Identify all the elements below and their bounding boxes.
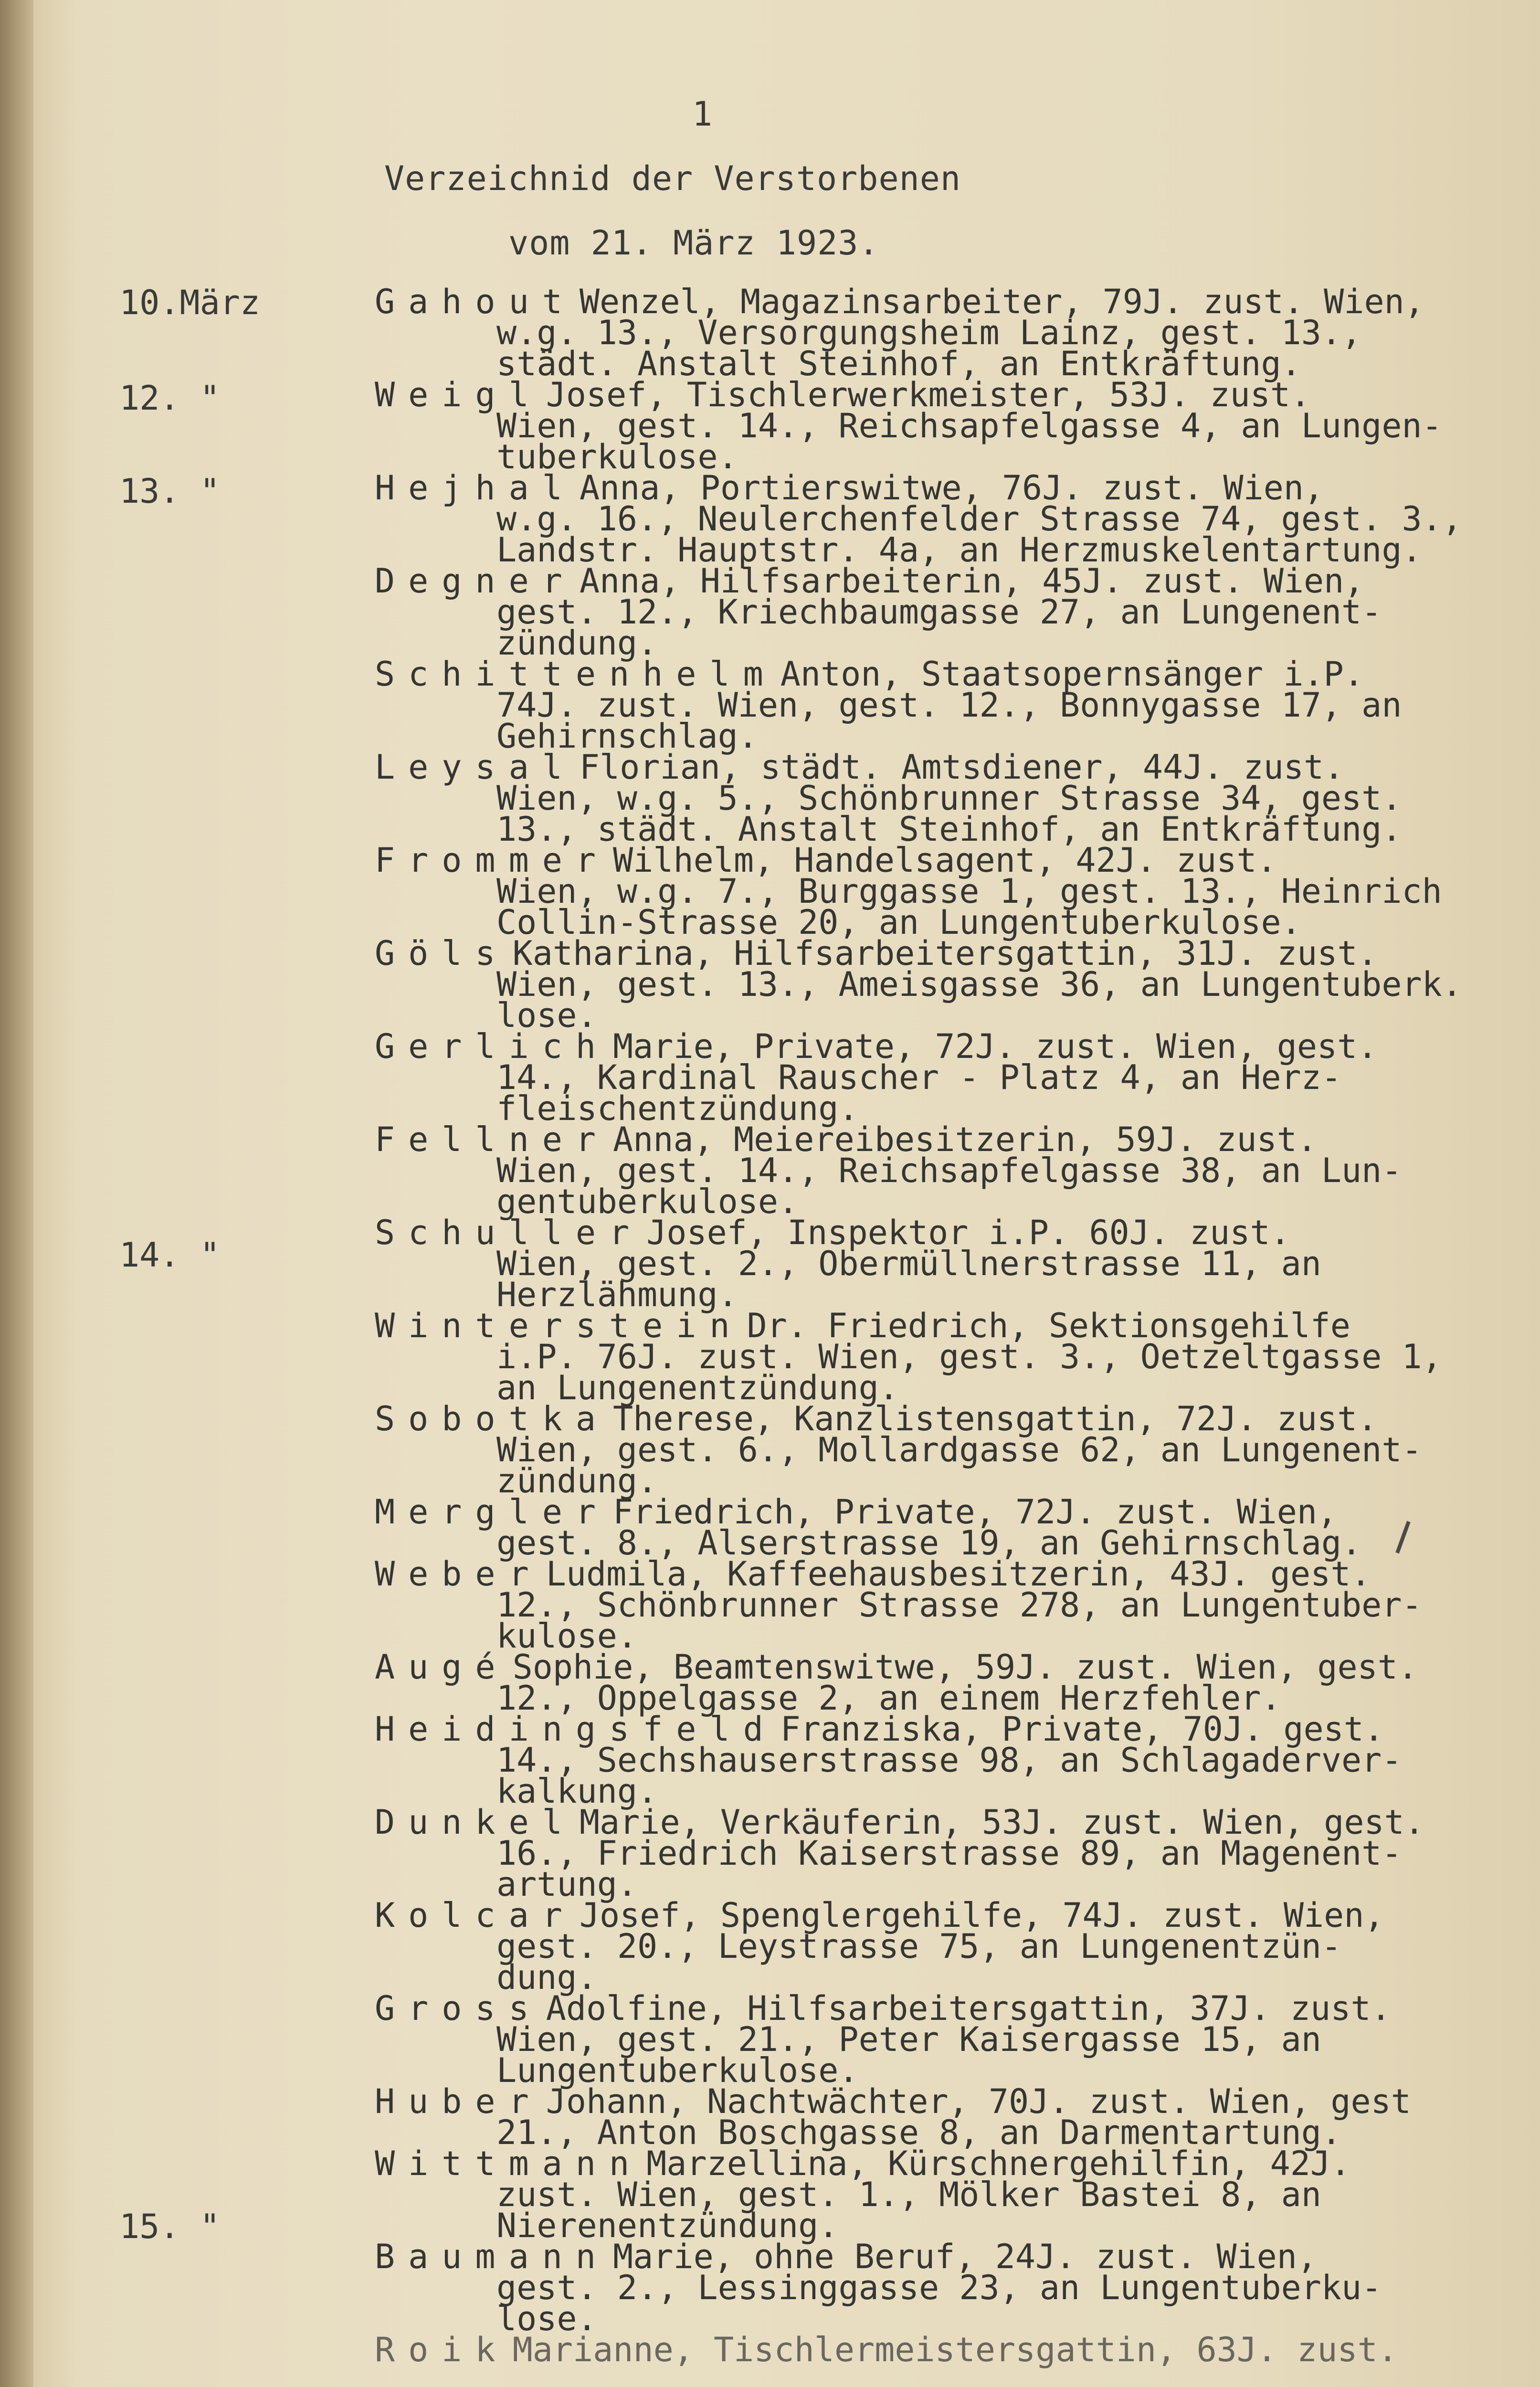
- entry-text: Franziska, Private, 70J. gest.: [780, 1710, 1384, 1749]
- register-entry: [375, 1896, 1463, 1997]
- entry-text: zündung.: [496, 623, 658, 663]
- entry-text: gest. 8., Alserstrasse 19, an Gehirnschlag.: [496, 1523, 1362, 1563]
- date-label: 12. ": [119, 379, 220, 418]
- register-entry: [375, 934, 1463, 1035]
- entry-text: Josef, Tischlerwerkmeister, 53J. zust.: [546, 375, 1311, 414]
- register-entry: [375, 655, 1463, 756]
- entry-text: gest. 20., Leystrasse 75, an Lungenentzün-: [496, 1927, 1342, 1966]
- entry-text: Anna, Meiereibesitzerin, 59J. zust.: [613, 1120, 1318, 1159]
- register-entry: [375, 561, 1463, 663]
- register-entry: [375, 2082, 1463, 2152]
- entry-text: Marie, Verkäuferin, 53J. zust. Wien, gest.: [579, 1803, 1424, 1842]
- entry-text: zust. Wien, gest. 1., Mölker Bastei 8, an: [496, 2175, 1321, 2214]
- entry-surname: Leysal: [375, 748, 576, 787]
- entry-text: Wien, w.g. 5., Schönbrunner Strasse 34, gest.: [496, 779, 1402, 818]
- entry-text: w.g. 16., Neulerchenfelder Strasse 74, gest. 3.,: [496, 499, 1462, 539]
- entry-text: Wien, gest. 14., Reichsapfelgasse 4, an Lungen-: [496, 406, 1442, 445]
- entry-surname: Dunkel: [375, 1803, 576, 1842]
- entry-text: Sophie, Beamtenswitwe, 59J. zust. Wien, gest.: [512, 1648, 1418, 1687]
- entry-surname: Baumann: [375, 2237, 610, 2276]
- entry-text: lose.: [496, 2299, 597, 2338]
- entry-surname: Hejhal: [375, 468, 576, 507]
- date-label: 13. ": [119, 472, 220, 511]
- entry-surname: Schuller: [375, 1213, 643, 1252]
- entry-text: Nierenentzündung.: [496, 2206, 839, 2245]
- register-entry: [375, 282, 1463, 383]
- entry-text: 16., Friedrich Kaiserstrasse 89, an Magenent-: [496, 1834, 1402, 1873]
- entry-text: Johann, Nachtwächter, 70J. zust. Wien, gest: [546, 2082, 1411, 2121]
- register-entry: [375, 1306, 1463, 1407]
- date-label: 15. ": [119, 2207, 220, 2246]
- entry-text: gest. 12., Kriechbaumgasse 27, an Lungenent-: [496, 592, 1382, 632]
- register-entry: [375, 1710, 1463, 1811]
- entry-text: w.g. 13., Versorgungsheim Lainz, gest. 13.,: [496, 313, 1362, 352]
- page-fold-shadow: [0, 0, 33, 2387]
- entry-text: Wien, gest. 2., Obermüllnerstrasse 11, an: [496, 1244, 1321, 1283]
- entry-text: gest. 2., Lessinggasse 23, an Lungentuberku-: [496, 2268, 1382, 2307]
- entry-surname: Sobotka: [375, 1399, 610, 1438]
- entry-surname: Winterstein: [375, 1306, 743, 1345]
- entry-surname: Gahout: [375, 282, 576, 321]
- entry-text: i.P. 76J. zust. Wien, gest. 3., Oetzeltgasse 1,: [496, 1337, 1442, 1376]
- entry-text: 14., Sechshauserstrasse 98, an Schlagaderver-: [496, 1741, 1402, 1780]
- entry-text: 14., Kardinal Rauscher - Platz 4, an Herz-: [496, 1058, 1342, 1097]
- entry-surname: Augé: [375, 1648, 509, 1687]
- entry-text: lose.: [496, 996, 597, 1035]
- entry-surname: Schittenhelm: [375, 655, 777, 694]
- entry-text: Josef, Spenglergehilfe, 74J. zust. Wien,: [579, 1896, 1384, 1935]
- register-entry: [375, 1803, 1463, 1904]
- page-number: 1: [692, 95, 713, 134]
- entry-surname: Weber: [375, 1554, 542, 1594]
- entry-surname: Degner: [375, 561, 576, 601]
- register-entry: [375, 375, 1463, 476]
- entry-text: Wien, gest. 6., Mollardgasse 62, an Lungenent-: [496, 1430, 1422, 1469]
- entry-line: [375, 2330, 1463, 2369]
- register-entry: [375, 841, 1463, 942]
- date-label: 10.März: [119, 283, 261, 322]
- entry-text: Marianne, Tischlermeistersgattin, 63J. zust.: [512, 2330, 1398, 2369]
- entry-text: Anna, Hilfsarbeiterin, 45J. zust. Wien,: [579, 561, 1364, 601]
- entry-text: Florian, städt. Amtsdiener, 44J. zust.: [579, 748, 1344, 787]
- entry-text: Josef, Inspektor i.P. 60J. zust.: [646, 1213, 1290, 1252]
- entry-text: Herzlähmung.: [496, 1275, 738, 1314]
- entry-surname: Kolcar: [375, 1896, 576, 1935]
- entry-surname: Weigl: [375, 375, 542, 414]
- entry-text: Friedrich, Private, 72J. zust. Wien,: [613, 1492, 1338, 1531]
- entry-text: an Lungenentzündung.: [496, 1368, 899, 1407]
- entry-text: kulose.: [496, 1616, 638, 1656]
- death-register-list: [375, 282, 1463, 2369]
- entry-text: artung.: [496, 1865, 638, 1904]
- entry-text: Collin-Strasse 20, an Lungentuberkulose.: [496, 903, 1301, 942]
- register-entry: [375, 2330, 1463, 2369]
- entry-text: Marie, Private, 72J. zust. Wien, gest.: [613, 1027, 1378, 1066]
- page-subtitle: vom 21. März 1923.: [508, 223, 879, 263]
- entry-text: 12., Oppelgasse 2, an einem Herzfehler.: [496, 1679, 1281, 1718]
- register-entry: [375, 468, 1463, 570]
- register-entry: [375, 1492, 1463, 1563]
- entry-text: Gehirnschlag.: [496, 717, 758, 756]
- register-entry: [375, 1648, 1463, 1718]
- entry-text: Ludmila, Kaffeehausbesitzerin, 43J. gest.: [546, 1554, 1371, 1594]
- register-entry: [375, 2144, 1463, 2245]
- register-entry: [375, 1120, 1463, 1221]
- entry-text: gentuberkulose.: [496, 1182, 799, 1221]
- entry-text: Wien, w.g. 7., Burggasse 1, gest. 13., Heinrich: [496, 872, 1442, 911]
- register-entry: [375, 2237, 1463, 2338]
- entry-surname: Frommer: [375, 841, 610, 880]
- page-title: Verzeichnid der Verstorbenen: [384, 159, 961, 198]
- entry-text: Landstr. Hauptstr. 4a, an Herzmuskelentartung.: [496, 530, 1422, 570]
- entry-text: dung.: [496, 1958, 597, 1997]
- entry-text: Anna, Portierswitwe, 76J. zust. Wien,: [579, 468, 1324, 507]
- entry-text: kalkung.: [496, 1772, 658, 1811]
- entry-text: Anton, Staatsopernsänger i.P.: [780, 655, 1364, 694]
- entry-text: 21., Anton Boschgasse 8, an Darmentartung.: [496, 2113, 1342, 2152]
- entry-surname: Göls: [375, 934, 509, 973]
- entry-text: 13., städt. Anstalt Steinhof, an Entkräftung.: [496, 810, 1402, 849]
- entry-surname: Heidingsfeld: [375, 1710, 777, 1749]
- register-entry: [375, 1989, 1463, 2090]
- entry-text: Adolfine, Hilfsarbeitersgattin, 37J. zust.: [546, 1989, 1391, 2028]
- register-entry: [375, 1213, 1463, 1314]
- register-entry: [375, 1554, 1463, 1656]
- entry-text: 12., Schönbrunner Strasse 278, an Lungentuber-: [496, 1585, 1422, 1625]
- entry-text: Wien, gest. 21., Peter Kaisergasse 15, an: [496, 2020, 1321, 2059]
- entry-surname: Gross: [375, 1989, 542, 2028]
- entry-text: Katharina, Hilfsarbeitersgattin, 31J. zust.: [512, 934, 1378, 973]
- entry-surname: Huber: [375, 2082, 542, 2121]
- entry-surname: Wittmann: [375, 2144, 643, 2183]
- entry-text: Dr. Friedrich, Sektionsgehilfe: [747, 1306, 1350, 1345]
- entry-text: Wien, gest. 14., Reichsapfelgasse 38, an Lun-: [496, 1151, 1402, 1190]
- register-entry: [375, 748, 1463, 849]
- entry-text: Marie, ohne Beruf, 24J. zust. Wien,: [613, 2237, 1318, 2276]
- entry-surname: Roik: [375, 2330, 509, 2369]
- entry-text: Wilhelm, Handelsagent, 42J. zust.: [613, 841, 1277, 880]
- entry-text: 74J. zust. Wien, gest. 12., Bonnygasse 17, an: [496, 686, 1402, 725]
- entry-surname: Mergler: [375, 1492, 610, 1531]
- entry-text: tuberkulose.: [496, 437, 738, 476]
- entry-text: Lungentuberkulose.: [496, 2051, 859, 2090]
- entry-text: Wien, gest. 13., Ameisgasse 36, an Lungentuberk.: [496, 965, 1462, 1004]
- entry-text: Marzellina, Kürschnergehilfin, 42J.: [646, 2144, 1351, 2183]
- entry-text: Therese, Kanzlistensgattin, 72J. zust.: [613, 1399, 1378, 1438]
- entry-text: fleischentzündung.: [496, 1089, 859, 1128]
- entry-text: zündung.: [496, 1461, 658, 1500]
- entry-text: Wenzel, Magazinsarbeiter, 79J. zust. Wien,: [579, 282, 1424, 321]
- entry-surname: Gerlich: [375, 1027, 610, 1066]
- date-label: 14. ": [119, 1236, 220, 1275]
- entry-text: städt. Anstalt Steinhof, an Entkräftung.: [496, 344, 1301, 383]
- entry-surname: Fellner: [375, 1120, 610, 1159]
- register-entry: [375, 1399, 1463, 1500]
- register-entry: [375, 1027, 1463, 1128]
